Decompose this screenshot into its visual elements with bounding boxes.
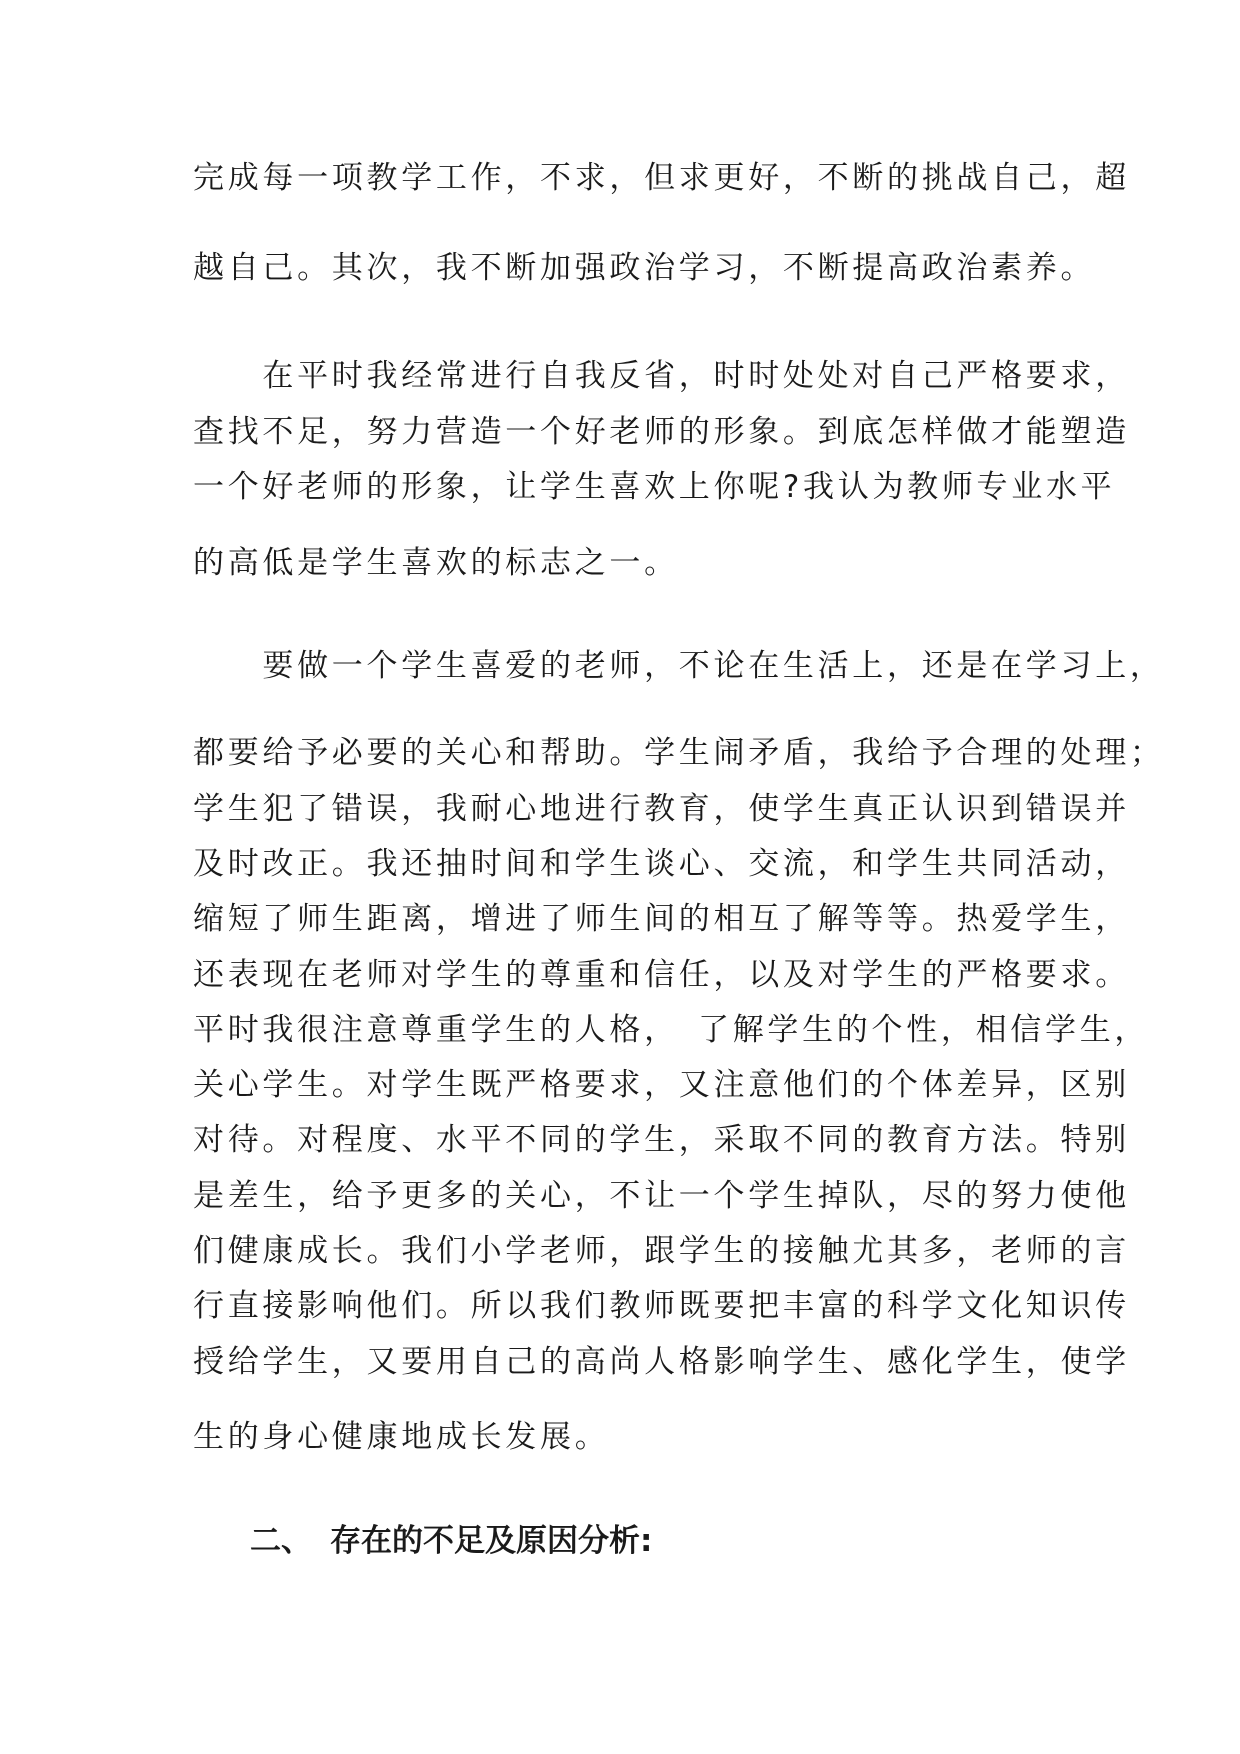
paragraph-3-line-4: 及时改正。我还抽时间和学生谈心、交流，和学生共同活动， [193,846,1130,882]
paragraph-3-line-7: 平时我很注意尊重学生的人格， 了解学生的个性，相信学生， [193,1012,1150,1048]
paragraph-3-line-8: 关心学生。对学生既严格要求，又注意他们的个体差异，区别 [193,1067,1130,1103]
section-number: 二、 [250,1523,312,1559]
paragraph-1-line-2: 越自己。其次，我不断加强政治学习，不断提高政治素养。 [193,250,1096,286]
paragraph-3-line-14: 生的身心健康地成长发展。 [193,1419,610,1455]
paragraph-3-line-3: 学生犯了错误，我耐心地进行教育，使学生真正认识到错误并 [193,791,1130,827]
paragraph-2-line-3: 一个好老师的形象，让学生喜欢上你呢?我认为教师专业水平 [193,469,1116,505]
paragraph-1-line-1: 完成每一项教学工作，不求，但求更好，不断的挑战自己，超 [193,160,1130,196]
paragraph-3-line-6: 还表现在老师对学生的尊重和信任，以及对学生的严格要求。 [193,957,1130,993]
paragraph-3-line-5: 缩短了师生距离，增进了师生间的相互了解等等。热爱学生， [193,901,1130,937]
paragraph-3-line-12: 行直接影响他们。所以我们教师既要把丰富的科学文化知识传 [193,1288,1130,1324]
paragraph-3-line-13: 授给学生，又要用自己的高尚人格影响学生、感化学生，使学 [193,1344,1130,1380]
paragraph-2-line-4: 的高低是学生喜欢的标志之一。 [193,545,679,581]
paragraph-3-line-11: 们健康成长。我们小学老师，跟学生的接触尤其多，老师的言 [193,1233,1130,1269]
section-heading [250,1521,652,1561]
paragraph-3-line-10: 是差生，给予更多的关心，不让一个学生掉队，尽的努力使他 [193,1178,1130,1214]
paragraph-3-line-1: 要做一个学生喜爱的老师，不论在生活上，还是在学习上， [193,648,1165,684]
paragraph-3-line-2: 都要给予必要的关心和帮助。学生闹矛盾，我给予合理的处理； [193,735,1165,771]
section-title: 存在的不足及原因分析: [330,1523,653,1559]
paragraph-2-line-2: 查找不足，努力营造一个好老师的形象。到底怎样做才能塑造 [193,414,1130,450]
paragraph-3-line-9: 对待。对程度、水平不同的学生，采取不同的教育方法。特别 [193,1122,1130,1158]
paragraph-2-line-1: 在平时我经常进行自我反省，时时处处对自己严格要求， [193,358,1130,394]
